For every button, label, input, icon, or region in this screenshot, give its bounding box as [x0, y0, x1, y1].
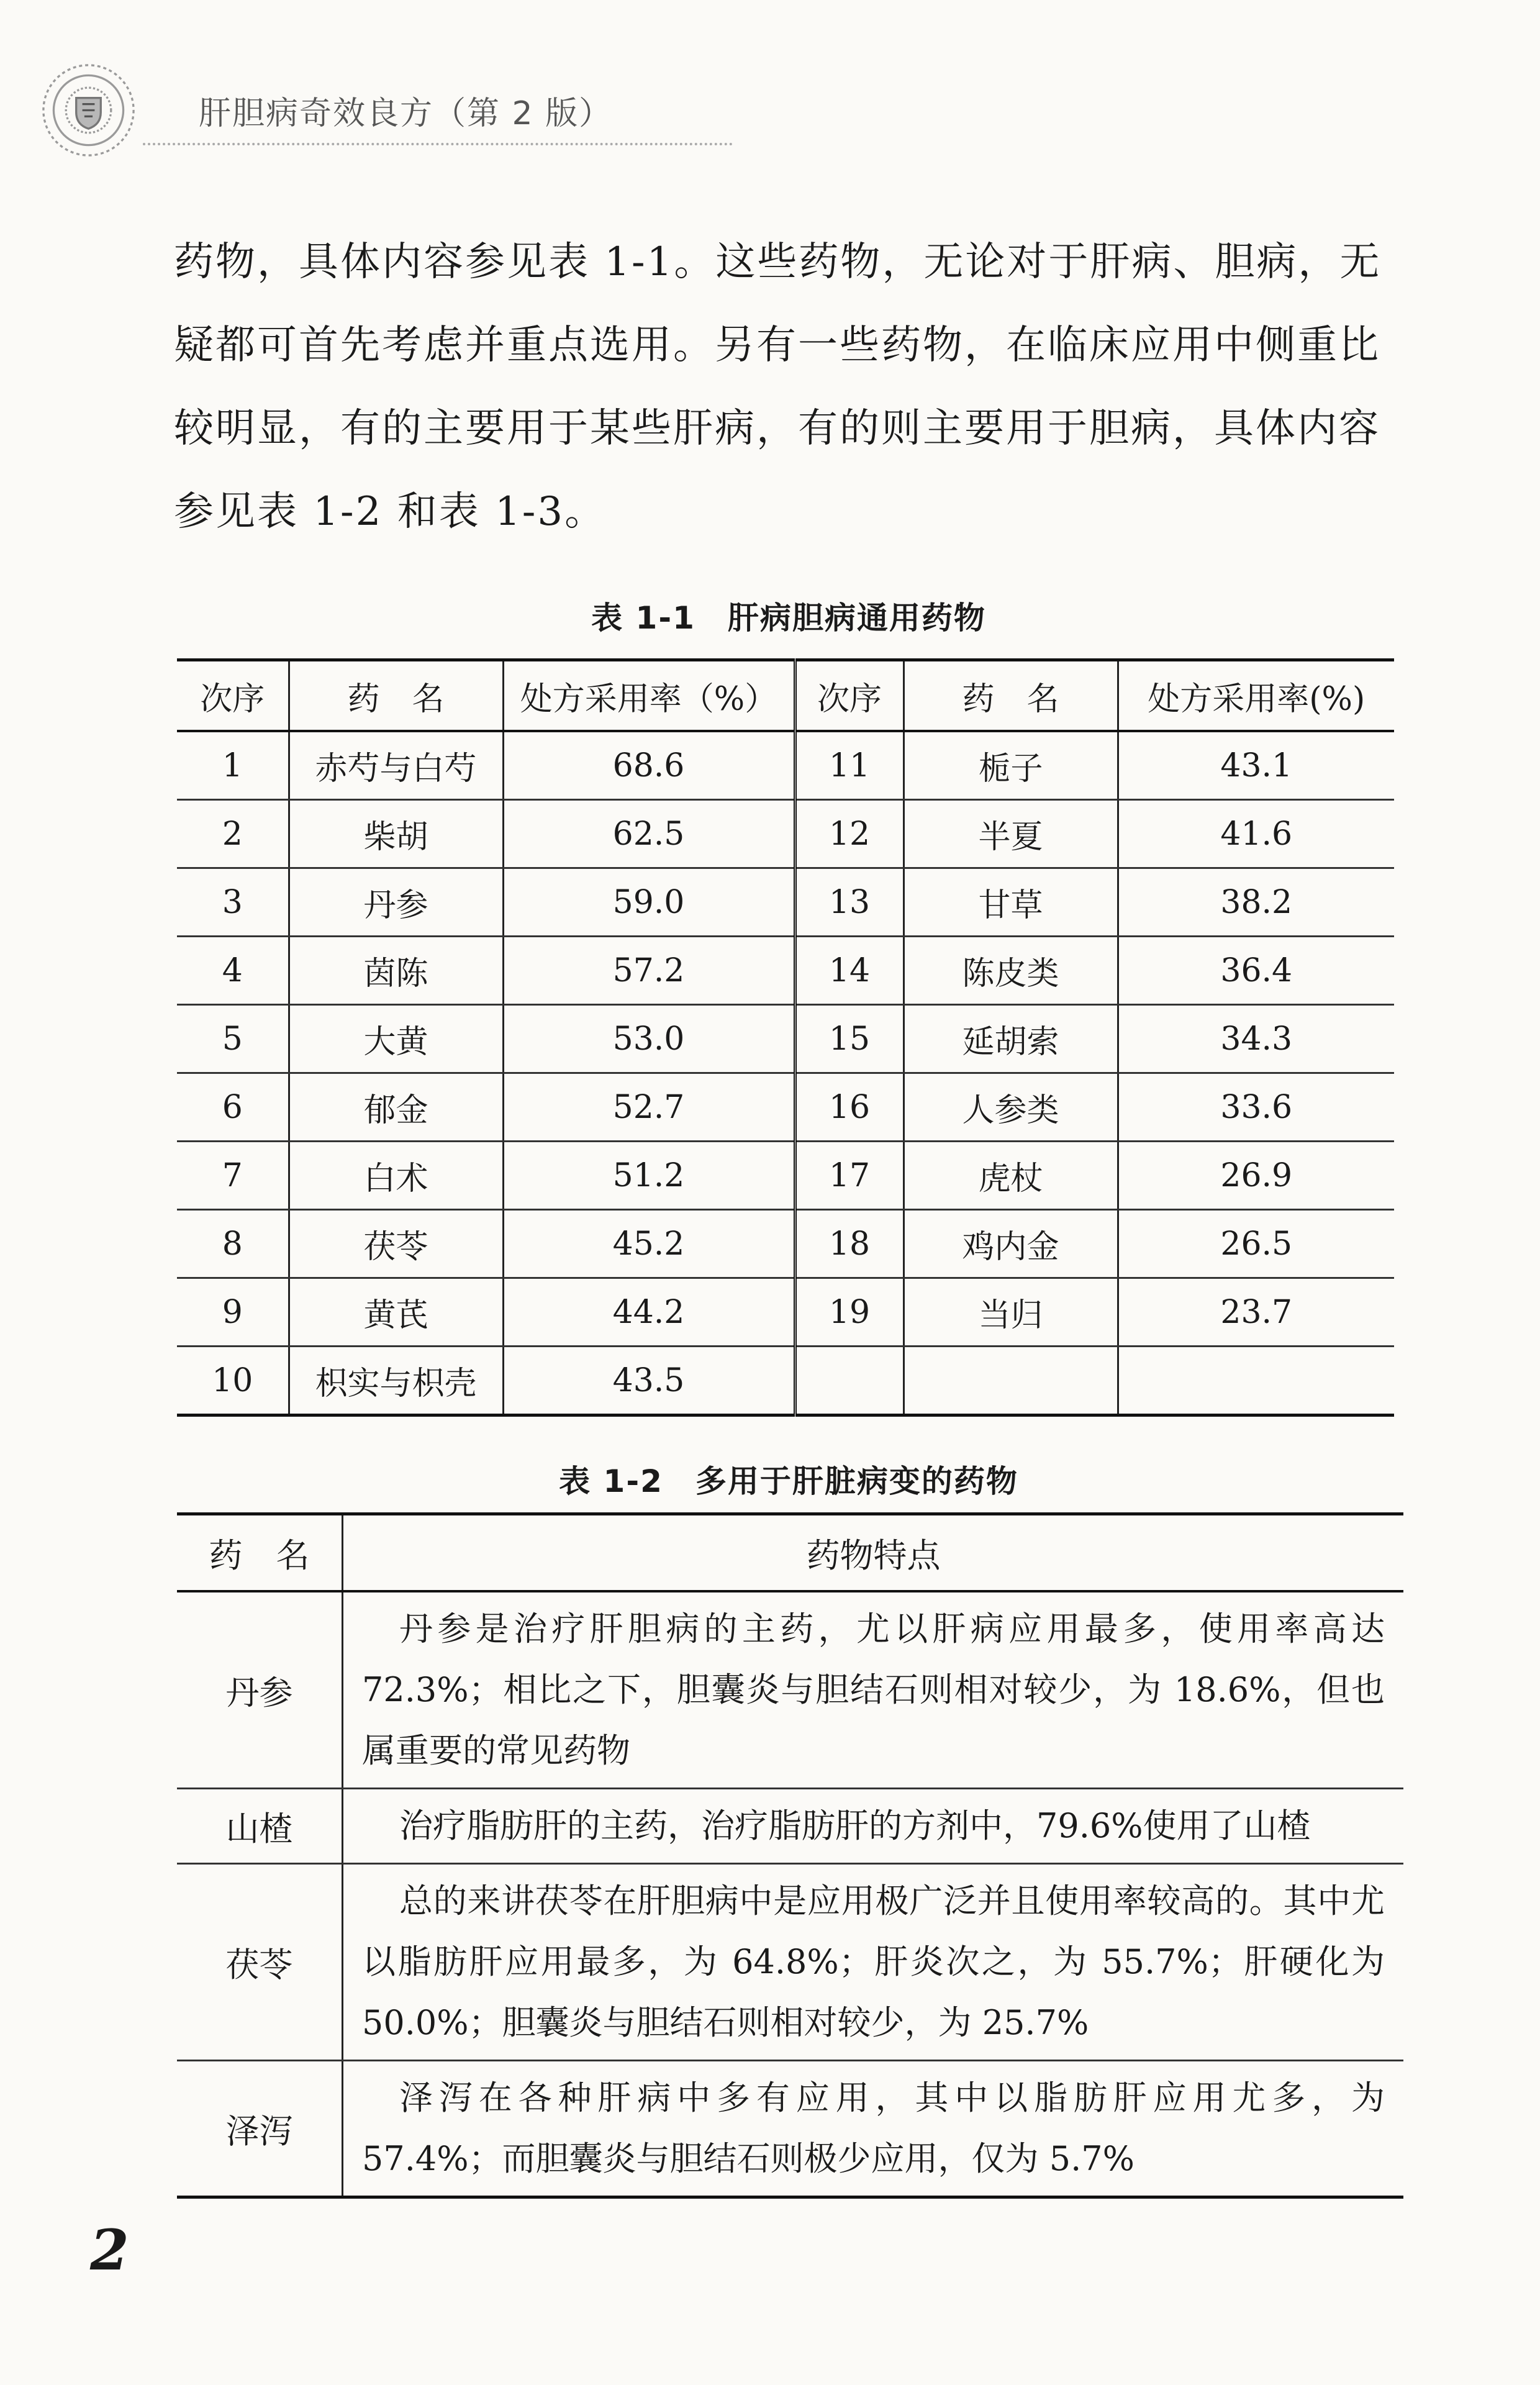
- table-cell: 43.1: [1118, 731, 1394, 800]
- table-cell: 白术: [289, 1142, 503, 1210]
- table-cell: 44.2: [503, 1278, 795, 1347]
- table-cell: 鸡内金: [904, 1210, 1118, 1278]
- table-row: [177, 1278, 1394, 1347]
- table-cell: 19: [795, 1278, 904, 1347]
- table-row: [177, 1789, 1403, 1864]
- table-cell: 大黄: [289, 1005, 503, 1073]
- table-cell: [795, 1347, 904, 1415]
- table-cell: 甘草: [904, 868, 1118, 937]
- herb-name-cell: 茯苓: [177, 1864, 343, 2061]
- table-cell: [1118, 1347, 1394, 1415]
- table1-caption: 表 1-1 肝病胆病通用药物: [591, 600, 986, 636]
- body-paragraph: [174, 220, 1391, 553]
- table-cell: 10: [177, 1347, 289, 1415]
- table-cell: 枳实与枳壳: [289, 1347, 503, 1415]
- table-cell: 16: [795, 1073, 904, 1142]
- herb-description-cell: 泽泻在各种肝病中多有应用，其中以脂肪肝应用尤多，为 57.4%；而胆囊炎与胆结石则极少应用，仅为 5.7%: [343, 2061, 1404, 2197]
- table-cell: 3: [177, 868, 289, 937]
- table-cell: 栀子: [904, 731, 1118, 800]
- table-cell: 34.3: [1118, 1005, 1394, 1073]
- table-row: [177, 731, 1394, 800]
- table-cell: 赤芍与白芍: [289, 731, 503, 800]
- table-cell: 57.2: [503, 937, 795, 1005]
- table-cell: 1: [177, 731, 289, 800]
- table-cell: 14: [795, 937, 904, 1005]
- table-cell: 延胡索: [904, 1005, 1118, 1073]
- page-number: 2: [90, 2217, 129, 2283]
- book-title: 肝胆病奇效良方（第 2 版）: [199, 95, 613, 132]
- table1-header-cell: 次序: [795, 660, 904, 732]
- table-cell: 36.4: [1118, 937, 1394, 1005]
- table1-header-cell: 次序: [177, 660, 289, 732]
- table-cell: 7: [177, 1142, 289, 1210]
- body-paragraph-text: 药物，具体内容参见表 1-1。这些药物，无论对于肝病、胆病，无疑都可首先考虑并重点选用。另有一些药物，在临床应用中侧重比较明显，有的主要用于某些肝病，有的则主要用于胆病，具体内容参见表 1-2 和表 1-3。: [174, 239, 1382, 535]
- table-cell: 陈皮类: [904, 937, 1118, 1005]
- herb-name-cell: 丹参: [177, 1591, 343, 1789]
- table-cell: 黄芪: [289, 1278, 503, 1347]
- table1-header-cell: 处方采用率(%): [1118, 660, 1394, 732]
- table-cell: 6: [177, 1073, 289, 1142]
- table1-common-herbs: [177, 658, 1394, 1417]
- table-row: [177, 1005, 1394, 1073]
- ornament-emblem-icon: [37, 59, 140, 161]
- table2-header-cell: 药 名: [177, 1514, 343, 1592]
- table-cell: 52.7: [503, 1073, 795, 1142]
- table-cell: 68.6: [503, 731, 795, 800]
- table-cell: 丹参: [289, 868, 503, 937]
- herb-name-cell: 泽泻: [177, 2061, 343, 2197]
- table1-header-cell: 处方采用率（%）: [503, 660, 795, 732]
- herb-description-cell: 治疗脂肪肝的主药，治疗脂肪肝的方剂中，79.6%使用了山楂: [343, 1789, 1404, 1864]
- herb-description-cell: 总的来讲茯苓在肝胆病中是应用极广泛并且使用率较高的。其中尤以脂肪肝应用最多，为 64.8%；肝炎次之，为 55.7%；肝硬化为 50.0%；胆囊炎与胆结石则相对较少，为 25.7%: [343, 1864, 1404, 2061]
- table-cell: 5: [177, 1005, 289, 1073]
- table-row: [177, 1210, 1394, 1278]
- table1-header-row: [177, 660, 1394, 732]
- table-cell: 当归: [904, 1278, 1118, 1347]
- table-row: [177, 1073, 1394, 1142]
- table-row: [177, 1142, 1394, 1210]
- table-cell: 茵陈: [289, 937, 503, 1005]
- table-cell: 4: [177, 937, 289, 1005]
- table2-caption: 表 1-2 多用于肝脏病变的药物: [559, 1463, 1018, 1499]
- herb-name-cell: 山楂: [177, 1789, 343, 1864]
- table-cell: 半夏: [904, 800, 1118, 868]
- table-cell: 虎杖: [904, 1142, 1118, 1210]
- table1-header-cell: 药 名: [904, 660, 1118, 732]
- table-cell: 33.6: [1118, 1073, 1394, 1142]
- table-cell: 26.5: [1118, 1210, 1394, 1278]
- table-cell: 郁金: [289, 1073, 503, 1142]
- table-cell: [904, 1347, 1118, 1415]
- table-cell: 59.0: [503, 868, 795, 937]
- table-cell: 41.6: [1118, 800, 1394, 868]
- table-cell: 26.9: [1118, 1142, 1394, 1210]
- table-cell: 17: [795, 1142, 904, 1210]
- header-rule: [143, 143, 733, 145]
- table-row: [177, 2061, 1403, 2197]
- table-row: [177, 937, 1394, 1005]
- table-cell: 11: [795, 731, 904, 800]
- table-cell: 53.0: [503, 1005, 795, 1073]
- table2-header-row: [177, 1514, 1403, 1592]
- table-row: [177, 1864, 1403, 2061]
- table-cell: 8: [177, 1210, 289, 1278]
- table-row: [177, 1591, 1403, 1789]
- table-cell: 38.2: [1118, 868, 1394, 937]
- table-cell: 43.5: [503, 1347, 795, 1415]
- table-cell: 9: [177, 1278, 289, 1347]
- table1-header-cell: 药 名: [289, 660, 503, 732]
- table-row: [177, 1347, 1394, 1415]
- table-cell: 人参类: [904, 1073, 1118, 1142]
- table-cell: 23.7: [1118, 1278, 1394, 1347]
- table-row: [177, 800, 1394, 868]
- table-cell: 18: [795, 1210, 904, 1278]
- table-cell: 15: [795, 1005, 904, 1073]
- table-cell: 62.5: [503, 800, 795, 868]
- table-cell: 柴胡: [289, 800, 503, 868]
- table-cell: 12: [795, 800, 904, 868]
- herb-description-cell: 丹参是治疗肝胆病的主药，尤以肝病应用最多，使用率高达 72.3%；相比之下，胆囊炎与胆结石则相对较少，为 18.6%，但也属重要的常见药物: [343, 1591, 1404, 1789]
- table-row: [177, 868, 1394, 937]
- table-cell: 茯苓: [289, 1210, 503, 1278]
- table2-liver-herbs: [177, 1512, 1403, 2199]
- table-cell: 51.2: [503, 1142, 795, 1210]
- table-cell: 45.2: [503, 1210, 795, 1278]
- table-cell: 2: [177, 800, 289, 868]
- table-cell: 13: [795, 868, 904, 937]
- running-header: [37, 59, 733, 158]
- table2-header-cell: 药物特点: [343, 1514, 1404, 1592]
